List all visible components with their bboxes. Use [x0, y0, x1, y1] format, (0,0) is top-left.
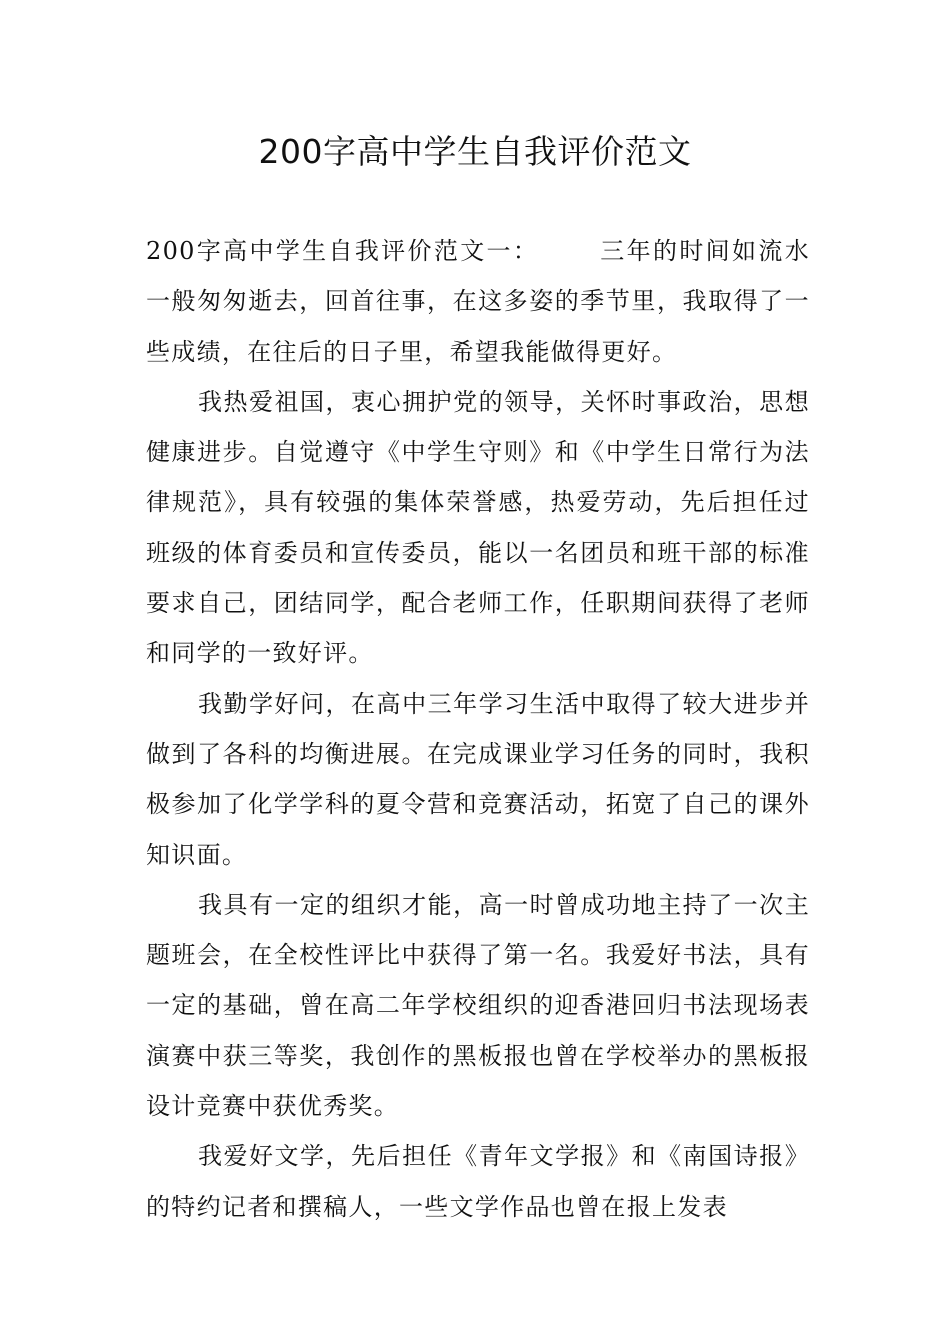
intro-text: 三年的时间如流水一般匆匆逝去，回首往事，在这多姿的季节里，我取得了一些成绩，在往后的日子里，希望我能做得更好。: [146, 237, 810, 366]
paragraph-patriotism: 我热爱祖国，衷心拥护党的领导，关怀时事政治，思想健康进步。自觉遵守《中学生守则》和《中学生日常行为法律规范》，具有较强的集体荣誉感，热爱劳动，先后担任过班级的体育委员和宣传委员，能以一名团员和班干部的标准要求自己，团结同学，配合老师工作，任职期间获得了老师和同学的一致好评。: [146, 387, 810, 668]
document-body: [146, 226, 810, 1232]
document-title: 200字高中学生自我评价范文: [258, 132, 692, 171]
paragraph-study: 我勤学好问，在高中三年学习生活中取得了较大进步并做到了各科的均衡进展。在完成课业学习任务的同时，我积极参加了化学学科的夏令营和竞赛活动，拓宽了自己的课外知识面。: [146, 689, 810, 869]
intro-lead: 200字高中学生自我评价范文一：: [146, 237, 540, 265]
paragraph-organization: 我具有一定的组织才能，高一时曾成功地主持了一次主题班会，在全校性评比中获得了第一名。我爱好书法，具有一定的基础，曾在高二年学校组织的迎香港回归书法现场表演赛中获三等奖，我创作的黑板报也曾在学校举办的黑板报设计竞赛中获优秀奖。: [146, 890, 810, 1121]
intro-paragraph: [146, 226, 810, 377]
paragraph-literature: 我爱好文学，先后担任《青年文学报》和《南国诗报》的特约记者和撰稿人，一些文学作品也曾在报上发表: [146, 1142, 810, 1221]
